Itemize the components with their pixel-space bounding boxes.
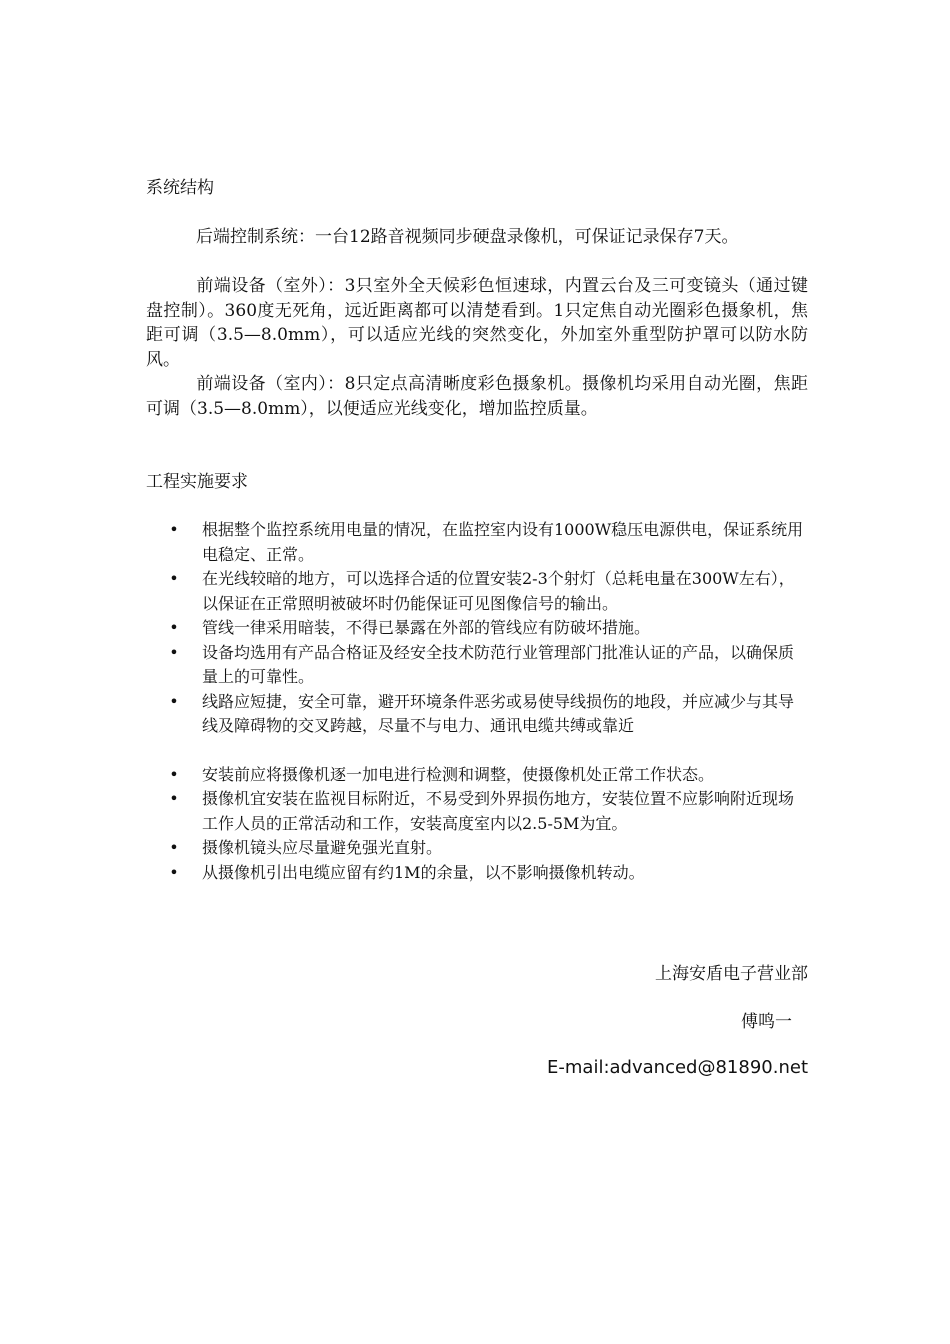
bullet-icon: • — [169, 862, 179, 882]
section-title-system-structure: 系统结构 — [146, 178, 214, 198]
bullet-icon: • — [169, 642, 179, 662]
bullet-icon: • — [169, 764, 179, 784]
list-item: • 在光线较暗的地方，可以选择合适的位置安装2-3个射灯（总耗电量在300W左右），以保证在正常照明被破坏时仍能保证可见图像信号的输出。 — [166, 567, 808, 616]
bullet-icon: • — [169, 569, 179, 588]
list-item: • 管线一律采用暗装，不得已暴露在外部的管线应有防破坏措施。 — [166, 616, 808, 641]
signature-company: 上海安盾电子营业部 — [655, 964, 808, 984]
paragraph-frontend-outdoor: 前端设备（室外）：3只室外全天候彩色恒速球，内置云台及三可变镜头（通过键盘控制）。360度无死角，远近距离都可以清楚看到。1只定焦自动光圈彩色摄象机，焦距可调（3.5—8.0mm），可以适应光线的突然变化，外加室外重型防护罩可以防水防风。 — [146, 276, 808, 370]
list-item: • 设备均选用有产品合格证及经安全技术防范行业管理部门批准认证的产品，以确保质量上的可靠性。 — [166, 641, 808, 690]
bullet-icon: • — [169, 520, 179, 539]
list-item: • 根据整个监控系统用电量的情况，在监控室内设有1000W稳压电源供电，保证系统用电稳定、正常。 — [166, 518, 808, 567]
section-title-implementation: 工程实施要求 — [146, 472, 248, 492]
bullet-icon: • — [169, 618, 179, 637]
signature-email: E-mail:advanced@81890.net — [547, 1057, 808, 1078]
bullet-icon: • — [169, 789, 179, 808]
list-item: • 摄像机宜安装在监视目标附近，不易受到外界损伤地方，安装位置不应影响附近现场工作人员的正常活动和工作，安装高度室内以2.5-5M为宜。 — [166, 787, 808, 836]
bullet-icon: • — [169, 691, 179, 711]
bullet-icon: • — [169, 838, 179, 857]
paragraph-frontend-indoor: 前端设备（室内）：8只定点高清晰度彩色摄象机。摄像机均采用自动光圈，焦距可调（3.5—8.0mm），以便适应光线变化，增加监控质量。 — [146, 374, 808, 419]
paragraph-backend-control: 后端控制系统：一台12路音视频同步硬盘录像机，可保证记录保存7天。 — [196, 227, 739, 247]
requirements-list — [166, 518, 808, 885]
list-item: • 线路应短捷，安全可靠，避开环境条件恶劣或易使导线损伤的地段，并应减少与其导线及障碍物的交叉跨越，尽量不与电力、通讯电缆共缚或靠近 — [166, 690, 808, 739]
list-item: • 摄像机镜头应尽量避免强光直射。 — [166, 836, 808, 861]
list-item: • 安装前应将摄像机逐一加电进行检测和调整，使摄像机处正常工作状态。 — [166, 763, 808, 788]
list-item: • 从摄像机引出电缆应留有约1M的余量，以不影响摄像机转动。 — [166, 861, 808, 886]
signature-person: 傅鸣一 — [741, 1012, 792, 1032]
